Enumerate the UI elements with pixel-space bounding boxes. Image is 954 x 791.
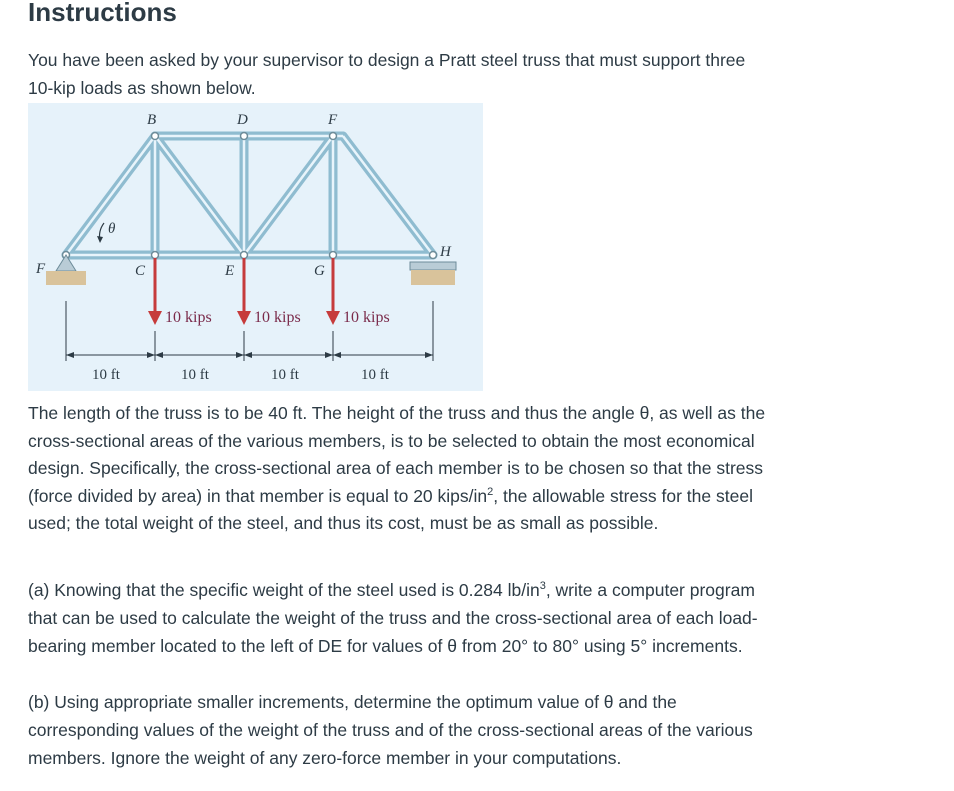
intro-paragraph: You have been asked by your supervisor to design a Pratt steel truss that must support three 10-kip loads as shown below. bbox=[28, 50, 746, 98]
load-label-1: 10 kips bbox=[165, 309, 212, 326]
joint-c bbox=[152, 252, 159, 259]
page-heading: Instructions bbox=[28, 0, 177, 27]
joint-label-e: E bbox=[225, 263, 235, 279]
joint-label-b: B bbox=[147, 112, 157, 128]
joint-label-g: G bbox=[314, 263, 325, 279]
joint-label-f-left: F bbox=[36, 261, 46, 277]
joint-d bbox=[241, 133, 248, 140]
joint-label-f-top: F bbox=[328, 112, 338, 128]
joint-label-h: H bbox=[440, 244, 451, 260]
joint-h bbox=[430, 252, 437, 259]
roller-support-icon bbox=[410, 262, 456, 285]
span-label-2: 10 ft bbox=[181, 367, 209, 383]
joint-e bbox=[241, 252, 248, 259]
joint-b bbox=[152, 133, 159, 140]
span-label-3: 10 ft bbox=[271, 367, 299, 383]
truss-diagram bbox=[28, 103, 483, 391]
part-a-paragraph: (a) Knowing that the specific weight of the steel used is 0.284 $lb/in^3$, write a computer program that can be used to calculate the weight of the truss and the cross-sectional area of each load-bearing member located to the left of DE for values of θ from 20° to 80° using 5° increments. bbox=[28, 580, 758, 656]
span-label-4: 10 ft bbox=[361, 367, 389, 383]
joint-g bbox=[330, 252, 337, 259]
angle-label: θ bbox=[108, 221, 116, 237]
part-b-paragraph: (b) Using appropriate smaller increments, determine the optimum value of θ and the corresponding values of the weight of the truss and of the cross-sectional areas of the various members. Ignore the weight of any zero-force member in your computations. bbox=[28, 692, 753, 768]
span-label-1: 10 ft bbox=[92, 367, 120, 383]
load-label-2: 10 kips bbox=[254, 309, 301, 326]
truss-joints bbox=[63, 133, 437, 259]
design-paragraph: The length of the truss is to be 40 ft. The height of the truss and thus the angle θ, as well as the cross-sectional areas of the various members, is to be selected to obtain the most economical design. Specifically, the cross-sectional area of each member is to be chosen so that the stress (force divided by area) in that member is equal to 20 kips/$in^2$, the allowable stress for the steel used; the total weight of the steel, and thus its cost, must be as small as possible. bbox=[28, 403, 766, 533]
joint-label-d: D bbox=[237, 112, 248, 128]
joint-f bbox=[330, 133, 337, 140]
pratt-truss-figure bbox=[28, 103, 483, 391]
load-label-3: 10 kips bbox=[343, 309, 390, 326]
joint-label-c: C bbox=[135, 263, 146, 279]
truss-members bbox=[66, 136, 433, 255]
